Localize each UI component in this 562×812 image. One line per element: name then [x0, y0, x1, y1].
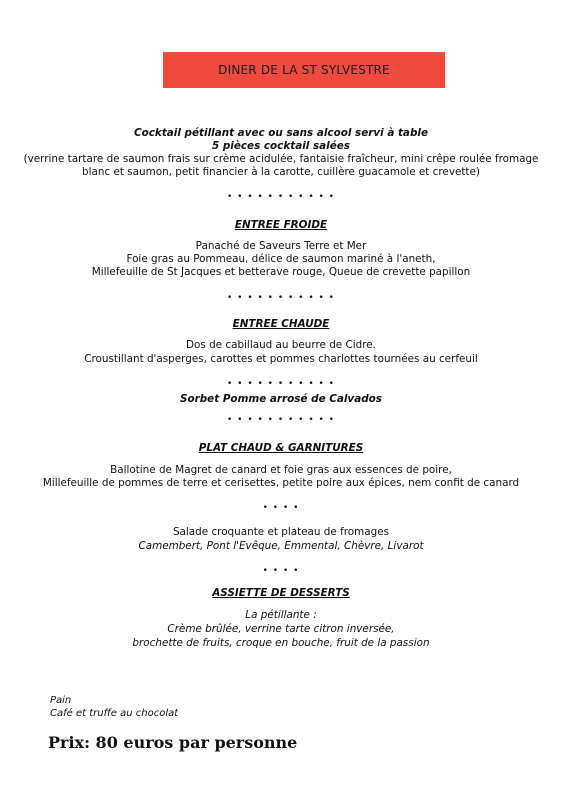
cocktail-details-line-2: blanc et saumon, petit financier à la carotte, cuillère guacamole et crevette)	[82, 166, 480, 178]
separator-1: • • • • • • • • • • •	[226, 192, 335, 202]
separator-4: • • • • • • • • • • •	[226, 415, 335, 425]
cocktail-pieces-line: 5 pièces cocktail salées	[211, 140, 351, 152]
fromages-line-1: Salade croquante et plateau de fromages	[172, 526, 390, 538]
desserts-line-2: Crème brûlée, verrine tarte citron inversée,	[167, 623, 395, 635]
entree-froide-line-3: Millefeuille de St Jacques et betterave rouge, Queue de crevette papillon	[91, 266, 471, 278]
sorbet-line: Sorbet Pomme arrosé de Calvados	[180, 393, 382, 405]
entree-chaude-line-2: Croustillant d'asperges, carottes et pommes charlottes tournées au cerfeuil	[84, 353, 478, 365]
cafe-line: Café et truffe au chocolat	[50, 708, 179, 719]
cocktail-details-line-1: (verrine tartare de saumon frais sur crème acidulée, fantaisie fraîcheur, mini crêpe roulée fromage	[23, 153, 539, 165]
price-line: Prix: 80 euros par personne	[48, 733, 298, 752]
separator-6: • • • •	[262, 566, 300, 576]
plat-line-1: Ballotine de Magret de canard et foie gras aux essences de poire,	[110, 464, 452, 476]
menu-title: DINER DE LA ST SYLVESTRE	[218, 63, 390, 77]
plat-heading: PLAT CHAUD & GARNITURES	[198, 442, 364, 454]
desserts-line-1: La pétillante :	[245, 609, 317, 621]
entree-froide-heading: ENTREE FROIDE	[234, 219, 328, 231]
separator-2: • • • • • • • • • • •	[226, 293, 335, 303]
entree-froide-line-2: Foie gras au Pommeau, délice de saumon mariné à l'aneth,	[126, 253, 436, 265]
fromages-line-2: Camembert, Pont l'Evêque, Emmental, Chèvre, Livarot	[138, 540, 424, 552]
desserts-heading: ASSIETTE DE DESSERTS	[212, 587, 350, 599]
entree-chaude-heading: ENTREE CHAUDE	[232, 318, 330, 330]
menu-title-banner	[163, 52, 445, 88]
desserts-line-3: brochette de fruits, croque en bouche, fruit de la passion	[132, 637, 430, 649]
separator-3: • • • • • • • • • • •	[226, 379, 335, 389]
entree-froide-line-1: Panaché de Saveurs Terre et Mer	[195, 240, 367, 252]
pain-line: Pain	[50, 695, 72, 706]
separator-5: • • • •	[262, 503, 300, 513]
entree-chaude-line-1: Dos de cabillaud au beurre de Cidre.	[186, 339, 376, 351]
plat-line-2: Millefeuille de pommes de terre et cerisettes, petite poire aux épices, nem confit de canard	[42, 477, 520, 489]
cocktail-line: Cocktail pétillant avec ou sans alcool servi à table	[134, 127, 428, 139]
